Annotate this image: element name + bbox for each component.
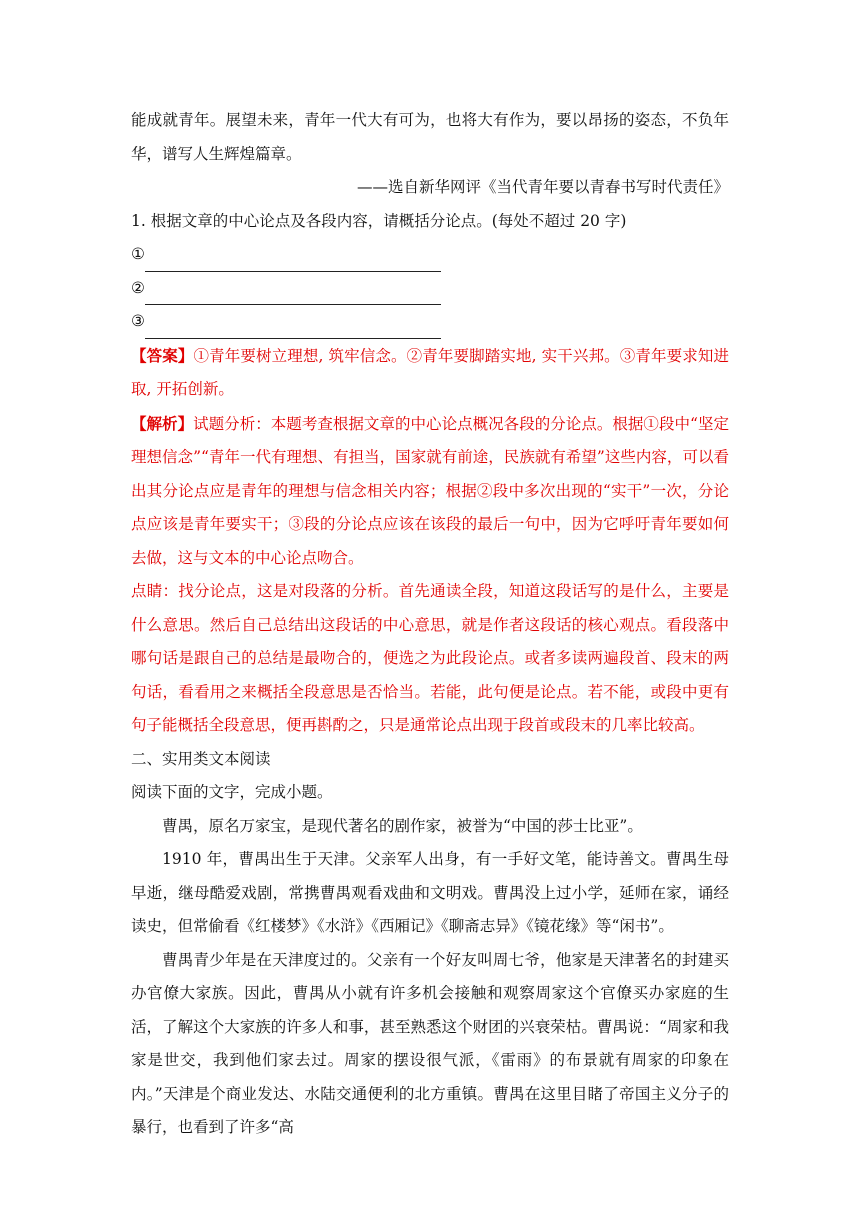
- blank-marker-1: ①: [131, 245, 145, 263]
- article-paragraph-3: 曹禺青少年是在天津度过的。父亲有一个好友叫周七爷，他家是天津著名的封建买办官僚大家族。因此，曹禺从小就有许多机会接触和观察周家这个官僚买办家庭的生活，了解这个大家族的许多人和事，甚至熟悉这个财团的兴衰荣枯。曹禺说：“周家和我家是世交，我到他们家去过。周家的摆设很气派，《雷雨》的布景就有周家的印象在内。”天津是个商业发达、水陆交通便利的北方重镇。曹禺在这里目睹了帝国主义分子的暴行，也看到了许多“高: [131, 950, 729, 1136]
- section-heading: 二、实用类文本阅读: [131, 749, 271, 768]
- answer-text: ①青年要树立理想, 筑牢信念。②青年要脚踏实地, 实干兴邦。③青年要求知进取, 开拓创新。: [131, 346, 729, 398]
- blank-marker-2: ②: [131, 278, 145, 297]
- answer-blank-2: [131, 272, 729, 306]
- blank-rule-3: [145, 319, 441, 339]
- passage-source: ——选自新华网评《当代青年要以青春书写时代责任》: [356, 178, 729, 196]
- blank-rule-2: [145, 285, 441, 305]
- article-paragraph-2: 1910 年，曹禺出生于天津。父亲军人出身，有一手好文笔，能诗善文。曹禺生母早逝，继母酷爱戏剧，常携曹禺观看戏曲和文明戏。曹禺没上过小学，延师在家，诵经读史，但常偷看《红楼梦》《水浒》《西厢记》《聊斋志异》《镜花缘》等“闲书”。: [131, 850, 729, 935]
- answer-blank-1: [131, 238, 729, 272]
- analysis-tag: 【解析】: [131, 413, 194, 433]
- answer-tag: 【答案】: [131, 345, 194, 365]
- analysis-text: 试题分析：本题考查根据文章的中心论点概况各段的分论点。根据①段中“坚定理想信念”“青年一代有理想、有担当，国家就有前途，民族就有希望”这些内容，可以看出其分论点应是青年的理想与信念相关内容；根据②段中多次出现的“实干”一次，分论点应该是青年要实干；③段的分论点应该在该段的最后一句中，因为它呼吁青年要如何去做，这与文本的中心论点吻合。: [131, 414, 729, 567]
- question-stem: 1. 根据文章的中心论点及各段内容，请概括分论点。(每处不超过 20 字): [131, 211, 627, 230]
- section-instruction: 阅读下面的文字，完成小题。: [131, 783, 333, 801]
- answer-blank-3: [131, 305, 729, 339]
- article-paragraph-1: 曹禺，原名万家宝，是现代著名的剧作家，被誉为“中国的莎士比亚”。: [162, 816, 643, 835]
- blank-marker-3: ③: [131, 312, 145, 330]
- passage-closing-paragraph: 能成就青年。展望未来，青年一代大有可为，也将大有作为，要以昂扬的姿态，不负年华，谱写人生辉煌篇章。: [131, 111, 729, 163]
- document-body: [131, 104, 729, 1145]
- tip-block: 点睛：找分论点，这是对段落的分析。首先通读全段，知道这段话写的是什么，主要是什么意思。然后自己总结出这段话的中心意思，就是作者这段话的核心观点。看段落中哪句话是跟自己的总结是最吻合的，便选之为此段论点。或者多读两遍段首、段末的两句话，看看用之来概括全段意思是否恰当。若能，此句便是论点。若不能，或段中更有句子能概括全段意思，便再斟酌之，只是通常论点出现于段首或段末的几率比较高。: [131, 582, 729, 734]
- blank-rule-1: [145, 252, 441, 272]
- answer-block: [131, 339, 729, 407]
- analysis-block: [131, 407, 729, 576]
